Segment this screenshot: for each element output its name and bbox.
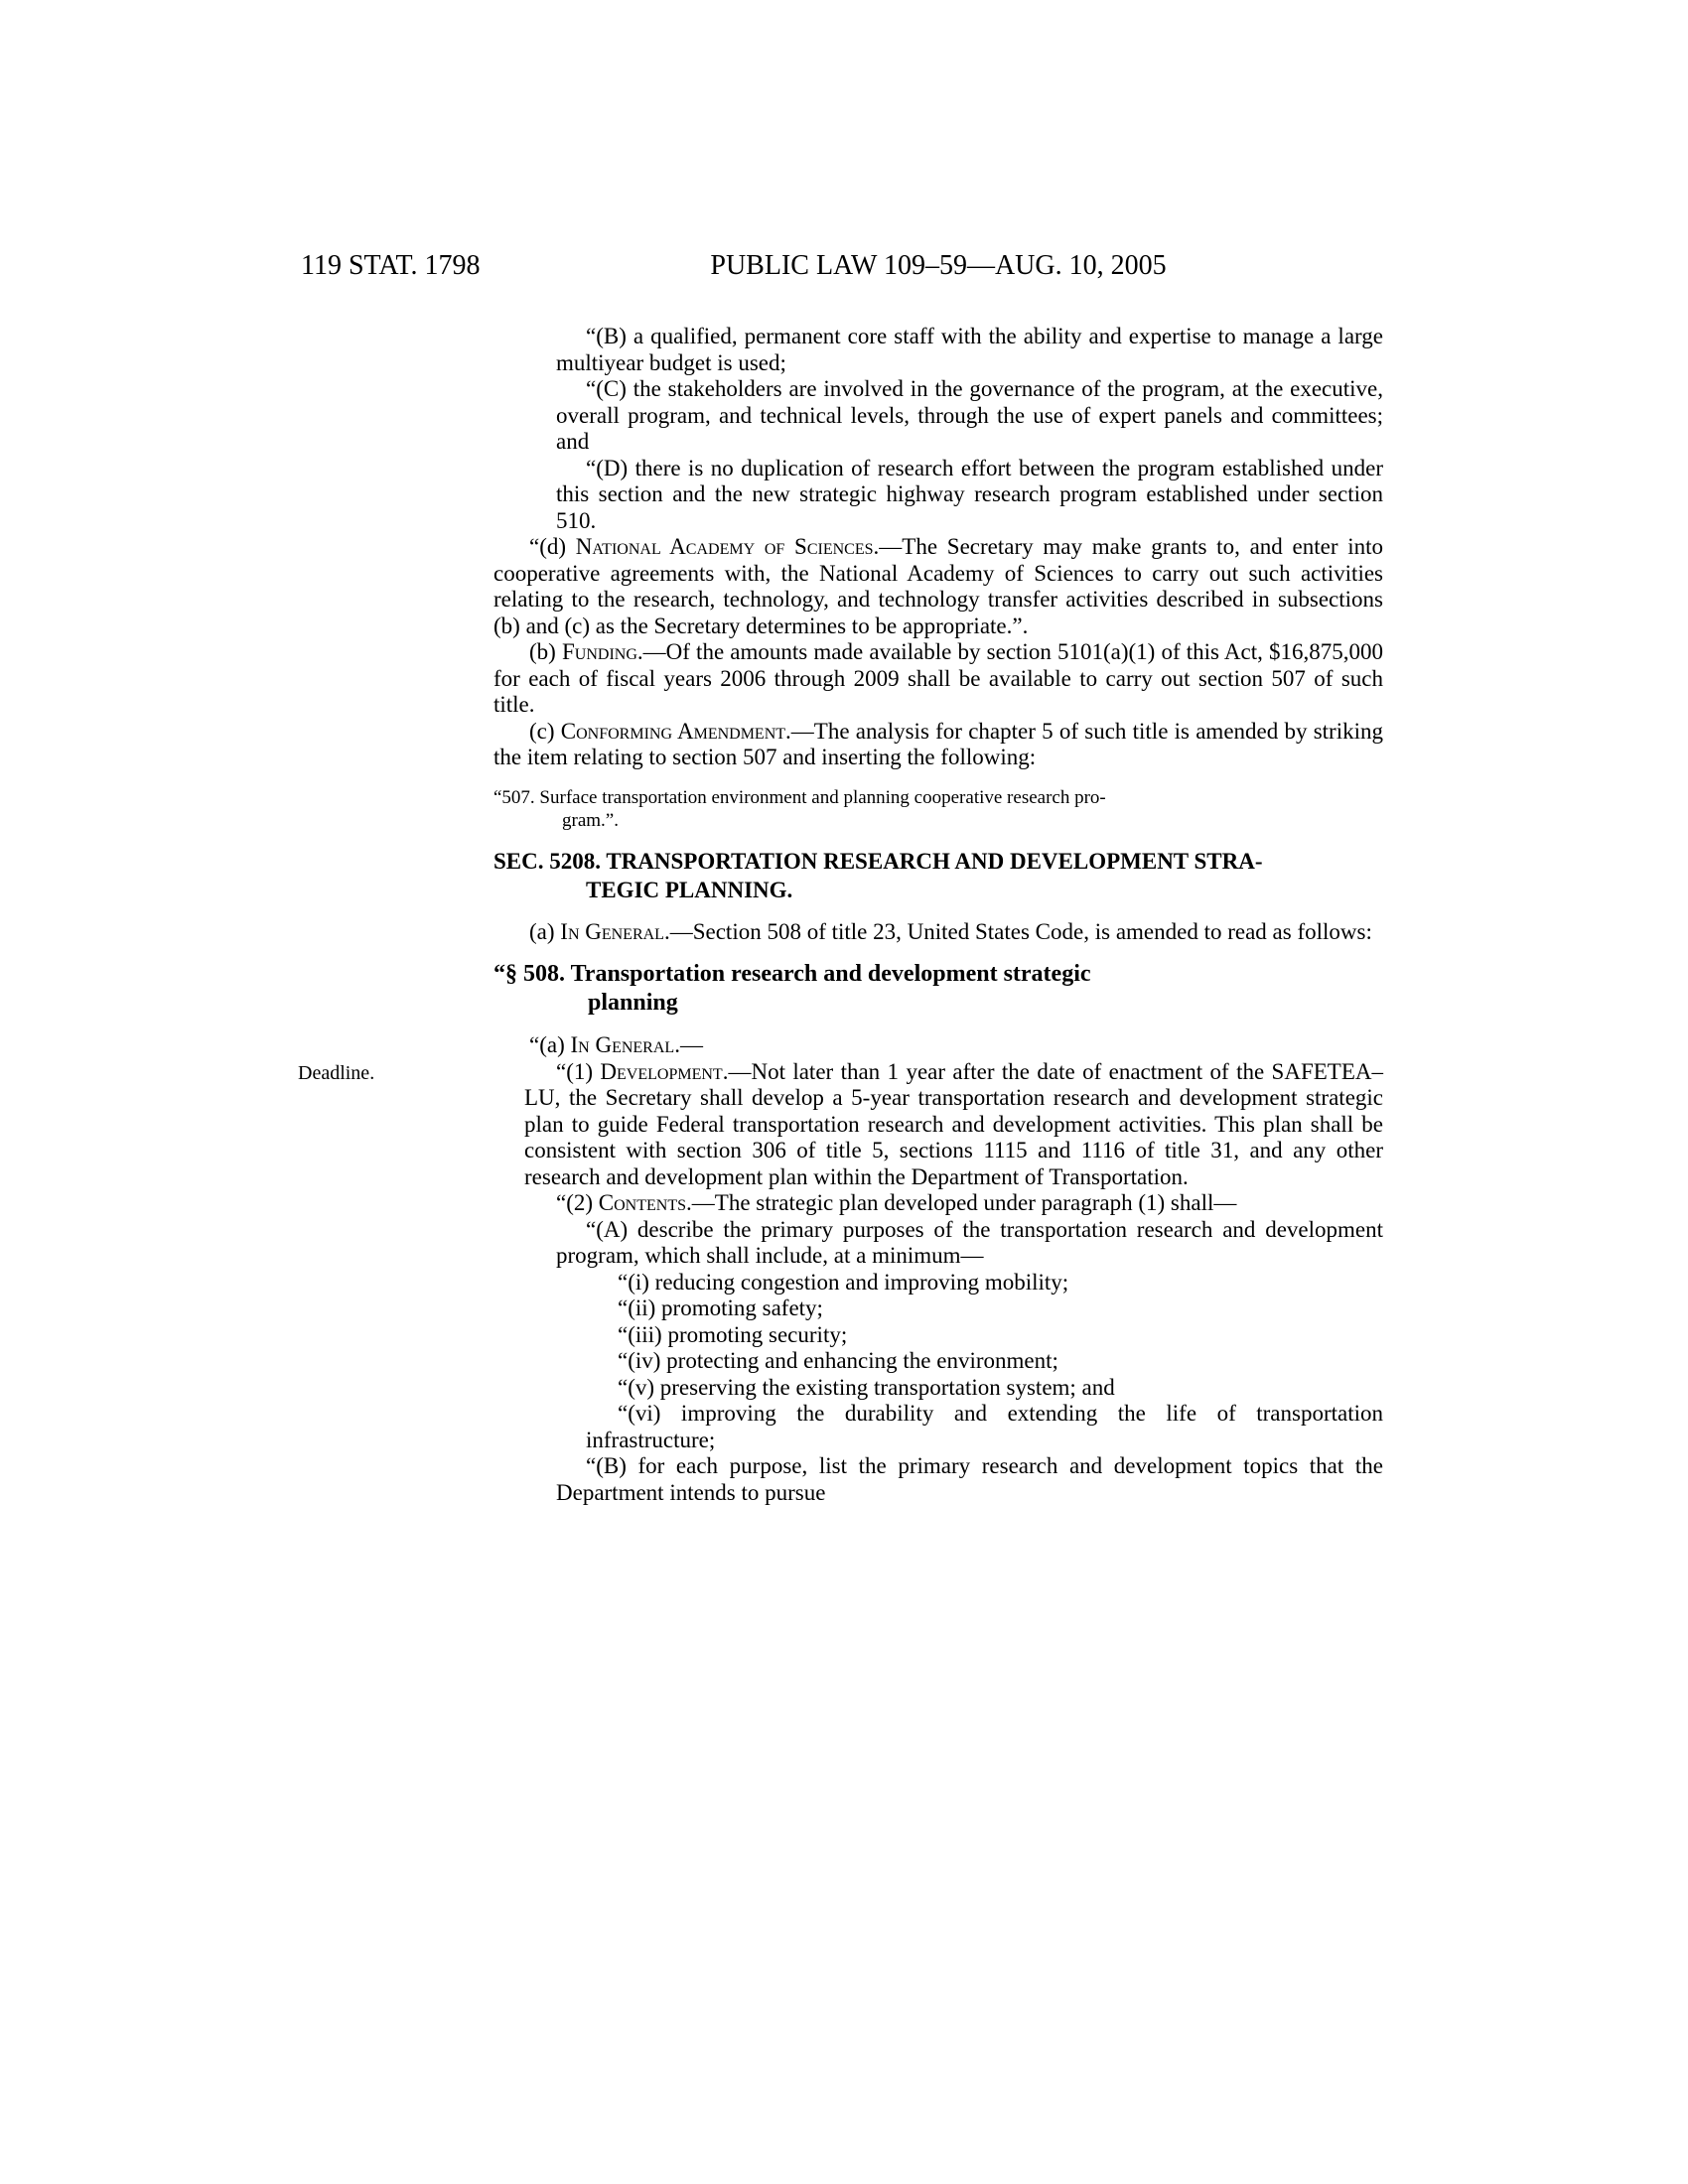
small-caps-text: In General	[560, 918, 664, 944]
statute-paragraph	[493, 1322, 1383, 1349]
body-text: “507. Surface transportation environment and planning cooperative research pro-	[493, 786, 1106, 808]
body-text: “(2)	[556, 1190, 599, 1215]
small-caps-text: Funding	[561, 639, 637, 664]
body-text: “(i) reducing congestion and improving mobility;	[618, 1269, 1069, 1295]
body-text: “(D) there is no duplication of research effort between the program established under this section and the new strategic highway research program established under section 510.	[556, 455, 1383, 533]
statute-paragraph	[298, 1058, 1384, 1191]
body-text: “(A) describe the primary purposes of the transportation research and development program, which shall include, at a minimum—	[556, 1216, 1383, 1268]
statute-paragraph	[493, 1217, 1383, 1270]
body-text: “(vi) improving the durability and extending the life of transportation infrastructure;	[586, 1401, 1383, 1452]
statute-paragraph	[493, 719, 1383, 771]
body-text: .—Of the amounts made available by section 5101(a)(1) of this Act, $16,875,000 for each of fiscal years 2006 through 2009 shall be available to carry out section 507 of such title.	[493, 639, 1383, 717]
statute-paragraph	[493, 1190, 1383, 1217]
statute-paragraph	[493, 534, 1383, 639]
statute-paragraph	[493, 1348, 1383, 1375]
body-text: (c)	[529, 718, 561, 744]
body-text: .—The analysis for chapter 5 of such title is amended by striking the item relating to section 507 and inserting the following:	[493, 718, 1384, 769]
body-text: (a)	[529, 918, 561, 944]
body-text: .—The Secretary may make grants to, and enter into cooperative agreements with, the National Academy of Sciences to carry out such activities relating to the research, technology, and technology transfer activities described in subsections (b) and (c) as the Secretary determines to be appropriate.”.	[493, 534, 1383, 638]
body-text: “(a)	[529, 1032, 571, 1057]
body-text: SEC. 5208. TRANSPORTATION RESEARCH AND DEVELOPMENT STRA-	[493, 848, 1263, 874]
body-text: “(ii) promoting safety;	[618, 1296, 823, 1320]
small-caps-text: Development	[600, 1058, 723, 1084]
body-text: “(1)	[556, 1058, 601, 1084]
statute-paragraph	[493, 847, 1383, 904]
body-text: .—Not later than 1 year after the date of enactment of the SAFETEA–LU, the Secretary shall develop a 5-year transportation research and development strategic plan to guide Federal transportation research and development activities. This plan shall be consistent with section 306 of title 5, sections 1115 and 1116 of title 31, and any other research and development plan within the Department of Transportation.	[524, 1058, 1384, 1189]
body-text: “(C) the stakeholders are involved in the governance of the program, at the executive, overall program, and technical levels, through the use of expert panels and committees; and	[556, 376, 1383, 454]
small-caps-text: In General	[570, 1032, 675, 1057]
statute-paragraph	[493, 456, 1383, 535]
statute-paragraph	[493, 919, 1383, 946]
statute-paragraph	[493, 786, 1383, 832]
body-text: .—Section 508 of title 23, United States Code, is amended to read as follows:	[663, 918, 1372, 944]
page-number-stat-label: 119 STAT. 1798	[301, 250, 481, 281]
statute-paragraph	[493, 1375, 1383, 1402]
statute-paragraph	[493, 960, 1383, 1018]
statute-paragraph	[493, 1270, 1383, 1297]
small-caps-text: Contents	[598, 1190, 687, 1215]
body-text: .—	[674, 1032, 703, 1057]
body-text: “(d)	[529, 534, 576, 559]
statute-paragraph	[493, 1453, 1383, 1506]
running-header-law-title: PUBLIC LAW 109–59—AUG. 10, 2005	[710, 250, 1167, 281]
statute-paragraph	[493, 1032, 1383, 1059]
document-body	[298, 324, 1384, 1506]
small-caps-text: National Academy of Sciences	[575, 534, 874, 559]
body-text: “(iii) promoting security;	[618, 1321, 848, 1347]
body-text: gram.”.	[562, 809, 619, 831]
body-text: TEGIC PLANNING.	[586, 877, 793, 902]
margin-note: Deadline.	[298, 1061, 375, 1084]
statute-paragraph	[493, 639, 1383, 719]
body-text: planning	[588, 990, 678, 1016]
statute-paragraph	[493, 1401, 1383, 1453]
small-caps-text: Conforming Amendment	[560, 718, 786, 744]
body-text: “§ 508. Transportation research and development strategic	[493, 961, 1091, 987]
body-text: (b)	[529, 639, 562, 664]
body-text: “(iv) protecting and enhancing the environment;	[618, 1348, 1058, 1373]
statute-paragraph	[493, 1296, 1383, 1322]
statute-paragraph	[493, 324, 1383, 376]
body-text: “(B) a qualified, permanent core staff with the ability and expertise to manage a large multiyear budget is used;	[556, 324, 1383, 375]
body-text: “(v) preserving the existing transportation system; and	[618, 1374, 1115, 1400]
statute-paragraph	[493, 376, 1383, 456]
body-text: “(B) for each purpose, list the primary research and development topics that the Department intends to pursue	[556, 1453, 1383, 1505]
body-text: .—The strategic plan developed under paragraph (1) shall—	[686, 1190, 1237, 1215]
